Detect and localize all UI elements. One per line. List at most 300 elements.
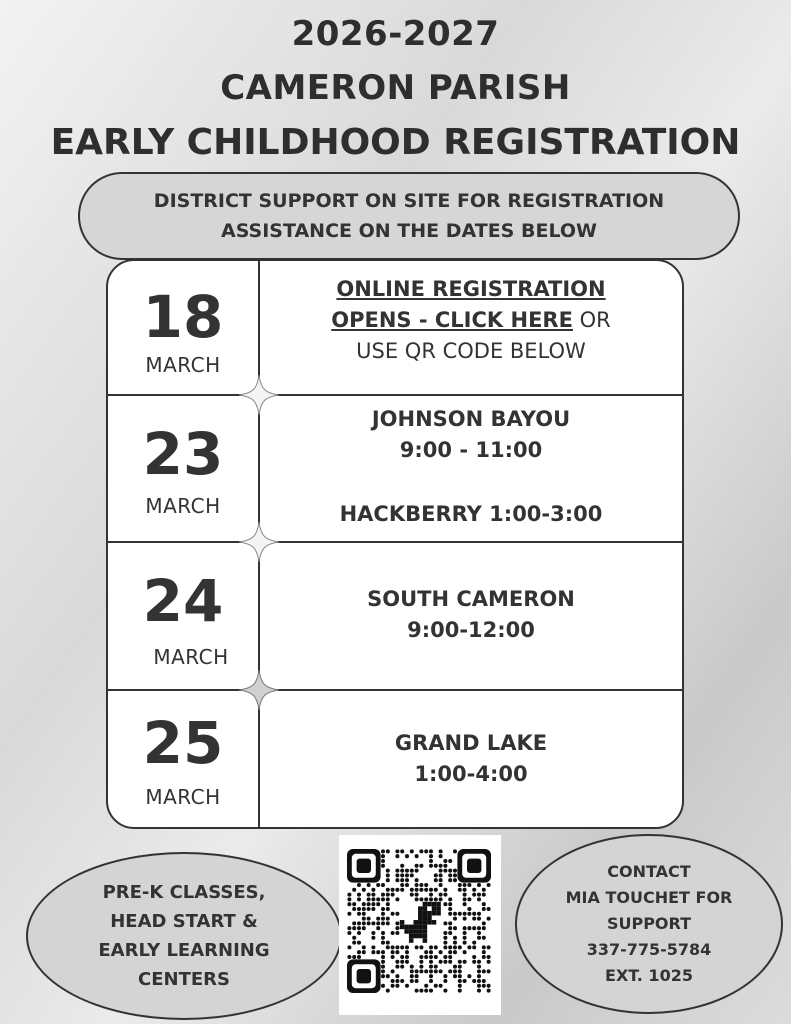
qr-module [395, 974, 399, 978]
qr-module [429, 849, 433, 853]
qr-module [448, 873, 452, 877]
qr-module [371, 888, 375, 892]
qr-module [472, 893, 476, 897]
qr-module [458, 974, 462, 978]
qr-module [371, 931, 375, 935]
qr-module [443, 931, 447, 935]
second-location: HACKBERRY 1:00-3:00 [339, 502, 603, 526]
schedule-row [108, 691, 682, 829]
dinosaur-pixel [418, 934, 423, 939]
qr-module [347, 902, 351, 906]
dinosaur-pixel [423, 929, 428, 934]
qr-module [400, 873, 404, 877]
qr-module [367, 883, 371, 887]
qr-module [381, 854, 385, 858]
dinosaur-pixel [404, 925, 409, 930]
qr-module [357, 931, 361, 935]
qr-module [381, 907, 385, 911]
qr-module [415, 893, 419, 897]
qr-module [458, 888, 462, 892]
schedule-table [106, 259, 684, 829]
qr-module [477, 984, 481, 988]
qr-module [453, 974, 457, 978]
sparkle-icon [239, 522, 279, 562]
qr-module [482, 926, 486, 930]
qr-module [410, 969, 414, 973]
qr-module [463, 931, 467, 935]
qr-module [443, 859, 447, 863]
qr-module [371, 945, 375, 949]
qr-module [381, 936, 385, 940]
online-registration-link[interactable]: ONLINE REGISTRATION [336, 277, 606, 301]
qr-module [419, 897, 423, 901]
dinosaur-pixel [413, 929, 418, 934]
qr-module [439, 864, 443, 868]
date-month: MARCH [145, 785, 221, 809]
dinosaur-pixel [436, 906, 441, 911]
contact-extension: EXT. 1025 [605, 966, 693, 985]
qr-module [472, 960, 476, 964]
qr-module [482, 936, 486, 940]
qr-module [443, 869, 447, 873]
qr-module [453, 869, 457, 873]
qr-module [482, 945, 486, 949]
qr-module [453, 849, 457, 853]
dinosaur-pixel [427, 911, 432, 916]
qr-module [477, 893, 481, 897]
qr-module [487, 960, 491, 964]
qr-module [381, 960, 385, 964]
qr-module [472, 917, 476, 921]
sparkle-icon [239, 670, 279, 710]
qr-module [410, 893, 414, 897]
qr-module [395, 926, 399, 930]
qr-module [424, 897, 428, 901]
qr-module [463, 902, 467, 906]
qr-module [347, 897, 351, 901]
date-month: MARCH [145, 494, 221, 518]
qr-module [386, 873, 390, 877]
dinosaur-pixel [413, 925, 418, 930]
dinosaur-pixel [432, 902, 437, 907]
qr-module [400, 869, 404, 873]
qr-module [381, 883, 385, 887]
dinosaur-pixel [427, 902, 432, 907]
qr-module [443, 989, 447, 993]
qr-module [458, 989, 462, 993]
qr-module [477, 979, 481, 983]
dinosaur-pixel [413, 920, 418, 925]
qr-module [410, 965, 414, 969]
qr-module [357, 897, 361, 901]
qr-module [472, 912, 476, 916]
qr-module [467, 912, 471, 916]
qr-module [362, 902, 366, 906]
click-here-link[interactable]: OPENS - CLICK HERE [331, 308, 573, 332]
qr-module [477, 931, 481, 935]
qr-module [458, 969, 462, 973]
qr-module [371, 907, 375, 911]
qr-module [419, 888, 423, 892]
qr-module [429, 960, 433, 964]
qr-module [357, 941, 361, 945]
qr-module [439, 950, 443, 954]
qr-module [352, 955, 356, 959]
qr-module [357, 883, 361, 887]
qr-module [400, 849, 404, 853]
or-text: OR [572, 308, 611, 332]
dinosaur-pixel [423, 915, 428, 920]
qr-module [371, 893, 375, 897]
qr-module [448, 878, 452, 882]
qr-module [395, 849, 399, 853]
qr-module [391, 888, 395, 892]
qr-module [467, 883, 471, 887]
qr-module [429, 989, 433, 993]
qr-module [463, 979, 467, 983]
qr-module [429, 979, 433, 983]
qr-module [395, 965, 399, 969]
qr-module [439, 854, 443, 858]
qr-module [400, 945, 404, 949]
qr-module [443, 974, 447, 978]
qr-module [391, 979, 395, 983]
qr-module [395, 931, 399, 935]
qr-module [429, 950, 433, 954]
qr-module [395, 897, 399, 901]
qr-module [381, 859, 385, 863]
qr-module [419, 989, 423, 993]
qr-module [367, 917, 371, 921]
qr-module [386, 878, 390, 882]
qr-module [448, 926, 452, 930]
schedule-row [108, 543, 682, 689]
qr-module [472, 888, 476, 892]
qr-module [477, 926, 481, 930]
qr-module [443, 936, 447, 940]
qr-module [472, 926, 476, 930]
qr-module [448, 931, 452, 935]
qr-module [424, 984, 428, 988]
qr-module [376, 883, 380, 887]
qr-module [443, 945, 447, 949]
qr-module [463, 888, 467, 892]
dinosaur-pixel [423, 925, 428, 930]
qr-module [467, 926, 471, 930]
qr-module [482, 893, 486, 897]
dinosaur-pixel [404, 929, 409, 934]
qr-module [352, 941, 356, 945]
qr-module [482, 907, 486, 911]
qr-module [463, 960, 467, 964]
dinosaur-icon [400, 902, 441, 943]
qr-module [434, 965, 438, 969]
date-month: MARCH [145, 353, 221, 377]
qr-module [362, 945, 366, 949]
qr-module [381, 921, 385, 925]
qr-module [443, 893, 447, 897]
qr-module [381, 950, 385, 954]
qr-module [482, 984, 486, 988]
qr-module [429, 864, 433, 868]
support-banner-line1: DISTRICT SUPPORT ON SITE FOR REGISTRATION [153, 190, 665, 212]
qr-module [381, 849, 385, 853]
qr-module [477, 917, 481, 921]
qr-module [395, 979, 399, 983]
qr-module [434, 864, 438, 868]
dinosaur-pixel [427, 920, 432, 925]
qr-module [453, 873, 457, 877]
qr-module [405, 854, 409, 858]
dinosaur-pixel [436, 902, 441, 907]
qr-module [453, 945, 457, 949]
qr-module [381, 969, 385, 973]
qr-module [429, 945, 433, 949]
qr-module [439, 969, 443, 973]
qr-module [487, 945, 491, 949]
qr-module [453, 950, 457, 954]
qr-module [487, 883, 491, 887]
qr-module [482, 888, 486, 892]
qr-module [429, 893, 433, 897]
qr-module [463, 941, 467, 945]
qr-module [429, 965, 433, 969]
programs-line3: EARLY LEARNING [98, 940, 270, 961]
date-day: 25 [142, 709, 224, 777]
qr-module [429, 955, 433, 959]
date-month: MARCH [153, 645, 229, 669]
qr-module [357, 907, 361, 911]
qr-module [443, 902, 447, 906]
dinosaur-pixel [409, 934, 414, 939]
qr-module [386, 888, 390, 892]
qr-module [439, 873, 443, 877]
qr-module [400, 960, 404, 964]
qr-module [463, 917, 467, 921]
qr-module [443, 979, 447, 983]
qr-module [482, 955, 486, 959]
qr-module [357, 912, 361, 916]
qr-module [357, 921, 361, 925]
qr-module [415, 869, 419, 873]
qr-module [415, 883, 419, 887]
dinosaur-pixel [423, 906, 428, 911]
qr-module [405, 955, 409, 959]
dinosaur-pixel [427, 915, 432, 920]
qr-module [395, 960, 399, 964]
qr-module [386, 902, 390, 906]
qr-module [448, 897, 452, 901]
qr-module [391, 950, 395, 954]
qr-module [371, 902, 375, 906]
qr-module [352, 907, 356, 911]
qr-module [362, 917, 366, 921]
qr-module [439, 960, 443, 964]
qr-module [376, 921, 380, 925]
dinosaur-pixel [409, 929, 414, 934]
programs-line1: PRE-K CLASSES, [102, 882, 266, 903]
qr-module [376, 902, 380, 906]
qr-module [443, 941, 447, 945]
qr-module [386, 945, 390, 949]
qr-module [429, 974, 433, 978]
qr-module [352, 902, 356, 906]
qr-module [424, 883, 428, 887]
qr-module [429, 859, 433, 863]
qr-module [357, 893, 361, 897]
qr-module [472, 941, 476, 945]
qr-module [487, 907, 491, 911]
qr-module [381, 974, 385, 978]
qr-module [395, 950, 399, 954]
qr-module [347, 945, 351, 949]
qr-module [463, 893, 467, 897]
contact-oval [515, 834, 783, 1014]
dinosaur-pixel [432, 911, 437, 916]
qr-module [386, 893, 390, 897]
qr-module [415, 854, 419, 858]
qr-module [362, 926, 366, 930]
qr-module [467, 907, 471, 911]
schedule-info [260, 584, 682, 646]
header-parish: CAMERON PARISH [220, 68, 571, 108]
qr-module [463, 912, 467, 916]
qr-module [386, 869, 390, 873]
sparkle-icon [239, 375, 279, 415]
programs-line2: HEAD START & [110, 911, 258, 932]
qr-module [463, 897, 467, 901]
qr-module [477, 960, 481, 964]
qr-module [443, 921, 447, 925]
qr-module [415, 974, 419, 978]
qr-module [386, 917, 390, 921]
location-time: 9:00 - 11:00 [399, 438, 543, 462]
qr-code-graphic [339, 835, 501, 1015]
qr-module [395, 869, 399, 873]
qr-module [419, 864, 423, 868]
qr-module [482, 950, 486, 954]
qr-module [386, 941, 390, 945]
qr-module [376, 917, 380, 921]
qr-module [381, 893, 385, 897]
qr-module [424, 955, 428, 959]
programs-line4: CENTERS [138, 969, 230, 990]
contact-phone[interactable]: 337-775-5784 [586, 940, 712, 959]
qr-module [347, 955, 351, 959]
qr-module [487, 984, 491, 988]
header-year: 2026-2027 [291, 14, 500, 54]
qr-module [453, 917, 457, 921]
qr-module [410, 979, 414, 983]
qr-module [448, 859, 452, 863]
location-time: 9:00-12:00 [407, 618, 535, 642]
qr-module [371, 921, 375, 925]
qr-module [467, 897, 471, 901]
contact-line3: SUPPORT [606, 914, 692, 933]
qr-module [386, 974, 390, 978]
qr-module [381, 965, 385, 969]
schedule-info [260, 728, 682, 790]
qr-module [482, 969, 486, 973]
qr-module [467, 945, 471, 949]
qr-module [405, 878, 409, 882]
dinosaur-pixel [418, 915, 423, 920]
qr-module [395, 945, 399, 949]
qr-module [434, 897, 438, 901]
dinosaur-pixel [409, 938, 414, 943]
qr-module [477, 965, 481, 969]
qr-module [472, 979, 476, 983]
qr-module [419, 849, 423, 853]
qr-module [448, 969, 452, 973]
qr-module [367, 893, 371, 897]
qr-module [410, 869, 414, 873]
qr-module [347, 893, 351, 897]
qr-module [376, 897, 380, 901]
qr-module [463, 926, 467, 930]
qr-module [400, 955, 404, 959]
qr-module [477, 989, 481, 993]
qr-module [482, 921, 486, 925]
qr-module [429, 897, 433, 901]
dinosaur-pixel [413, 934, 418, 939]
qr-module [439, 893, 443, 897]
qr-code-icon[interactable] [339, 835, 501, 1015]
qr-module [453, 926, 457, 930]
qr-module [405, 873, 409, 877]
qr-module [391, 912, 395, 916]
qr-module [448, 955, 452, 959]
dinosaur-pixel [423, 902, 428, 907]
qr-module [448, 950, 452, 954]
dinosaur-pixel [409, 925, 414, 930]
qr-module [429, 969, 433, 973]
qr-module [415, 979, 419, 983]
qr-module [367, 921, 371, 925]
qr-module [347, 926, 351, 930]
dinosaur-pixel [432, 906, 437, 911]
qr-module [405, 945, 409, 949]
schedule-row [108, 261, 682, 394]
qr-module [352, 921, 356, 925]
qr-module [415, 897, 419, 901]
qr-module [381, 917, 385, 921]
qr-module [434, 888, 438, 892]
dinosaur-pixel [423, 911, 428, 916]
qr-module [458, 883, 462, 887]
qr-module [458, 912, 462, 916]
support-banner [78, 172, 740, 260]
qr-module [477, 974, 481, 978]
qr-module [395, 921, 399, 925]
qr-module [357, 950, 361, 954]
qr-module [405, 883, 409, 887]
qr-module [443, 864, 447, 868]
qr-module [352, 936, 356, 940]
qr-module [424, 989, 428, 993]
qr-module [376, 950, 380, 954]
qr-module [477, 912, 481, 916]
qr-finder-core [357, 859, 371, 873]
support-banner-line2: ASSISTANCE ON THE DATES BELOW [221, 220, 597, 242]
qr-module [400, 878, 404, 882]
qr-module [367, 897, 371, 901]
qr-module [424, 849, 428, 853]
qr-module [362, 912, 366, 916]
qr-module [429, 888, 433, 892]
contact-name: MIA TOUCHET FOR [565, 888, 733, 907]
qr-module [463, 950, 467, 954]
